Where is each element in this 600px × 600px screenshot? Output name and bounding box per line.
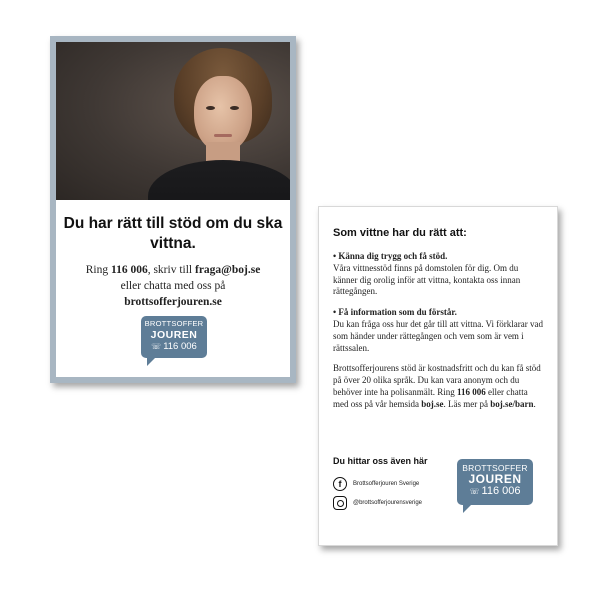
back-card bbox=[318, 206, 558, 546]
write-text: , skriv till bbox=[147, 264, 195, 276]
brottsofferjouren-logo-back bbox=[457, 459, 533, 505]
portrait-photo bbox=[56, 42, 290, 200]
brottsofferjouren-logo bbox=[141, 316, 207, 358]
para-text-2: eller chatta med oss på vår hemsida bbox=[333, 386, 528, 409]
logo-phone: 116 006 bbox=[163, 341, 197, 352]
photo-face bbox=[194, 76, 252, 152]
bullet-information bbox=[333, 307, 543, 354]
logo-back-line1: BROTTSOFFER bbox=[462, 463, 528, 473]
para-text-4: . bbox=[533, 398, 536, 409]
phone-icon: ☏ bbox=[151, 342, 162, 351]
para-site: boj.se bbox=[421, 398, 444, 409]
para-text-3: . Läs mer på bbox=[443, 398, 491, 409]
photo-mouth bbox=[214, 134, 232, 137]
front-title: Du har rätt till stöd om du ska vittna. bbox=[63, 215, 283, 252]
chat-text: eller chatta med oss på bbox=[120, 280, 226, 292]
para-phone: 116 006 bbox=[456, 386, 486, 397]
logo-back-phone: 116 006 bbox=[481, 485, 521, 497]
support-paragraph bbox=[333, 363, 543, 410]
bullet2-body: Du kan fråga oss hur det går till att vittna. Vi förklarar vad som händer under rättegången och vem som är vem i rättssalen. bbox=[333, 318, 543, 353]
logo-line2: JOUREN bbox=[150, 329, 198, 341]
facebook-icon: f bbox=[333, 477, 347, 491]
logo-back-line3 bbox=[457, 485, 533, 498]
logo-line3 bbox=[141, 341, 207, 353]
para-text-1: Brottsofferjourens stöd är kostnadsfritt och du kan få stöd på över 20 olika språk. Du kan vara anonym och du behöver inte ha polisanmält. Ring bbox=[333, 363, 541, 397]
facebook-row bbox=[333, 477, 419, 491]
back-title: Som vittne har du rätt att: bbox=[333, 227, 467, 239]
phone-icon: ☏ bbox=[469, 487, 480, 496]
logo-line1: BROTTSOFFER bbox=[144, 319, 204, 328]
bullet2-heading: • Få information som du förstår. bbox=[333, 307, 457, 318]
front-contact-text bbox=[56, 262, 290, 310]
bullet-safe-support bbox=[333, 251, 543, 298]
photo-eye-right bbox=[230, 106, 239, 110]
para-site-barn: boj.se/barn bbox=[490, 398, 534, 409]
logo-back-line2: JOUREN bbox=[468, 472, 522, 486]
front-card-content bbox=[56, 42, 290, 377]
front-email: fraga@boj.se bbox=[194, 264, 261, 276]
instagram-icon bbox=[333, 496, 347, 510]
front-phone: 116 006 bbox=[110, 264, 148, 276]
photo-eye-left bbox=[206, 106, 215, 110]
instagram-label: @brottsofferjourensverige bbox=[353, 500, 423, 506]
facebook-label: Brottsofferjouren Sverige bbox=[353, 481, 420, 487]
front-card bbox=[50, 36, 296, 383]
bullet1-body: Våra vittnesstöd finns på domstolen för dig. Om du känner dig orolig inför att vittna, kontakta oss innan rättegången. bbox=[333, 262, 521, 297]
find-us-heading: Du hittar oss även här bbox=[333, 456, 428, 466]
bullet1-heading: • Känna dig trygg och få stöd. bbox=[333, 251, 448, 261]
ring-text: Ring bbox=[85, 264, 111, 276]
front-website: brottsofferjouren.se bbox=[124, 296, 222, 308]
instagram-row bbox=[333, 496, 422, 510]
photo-torso bbox=[148, 160, 290, 200]
